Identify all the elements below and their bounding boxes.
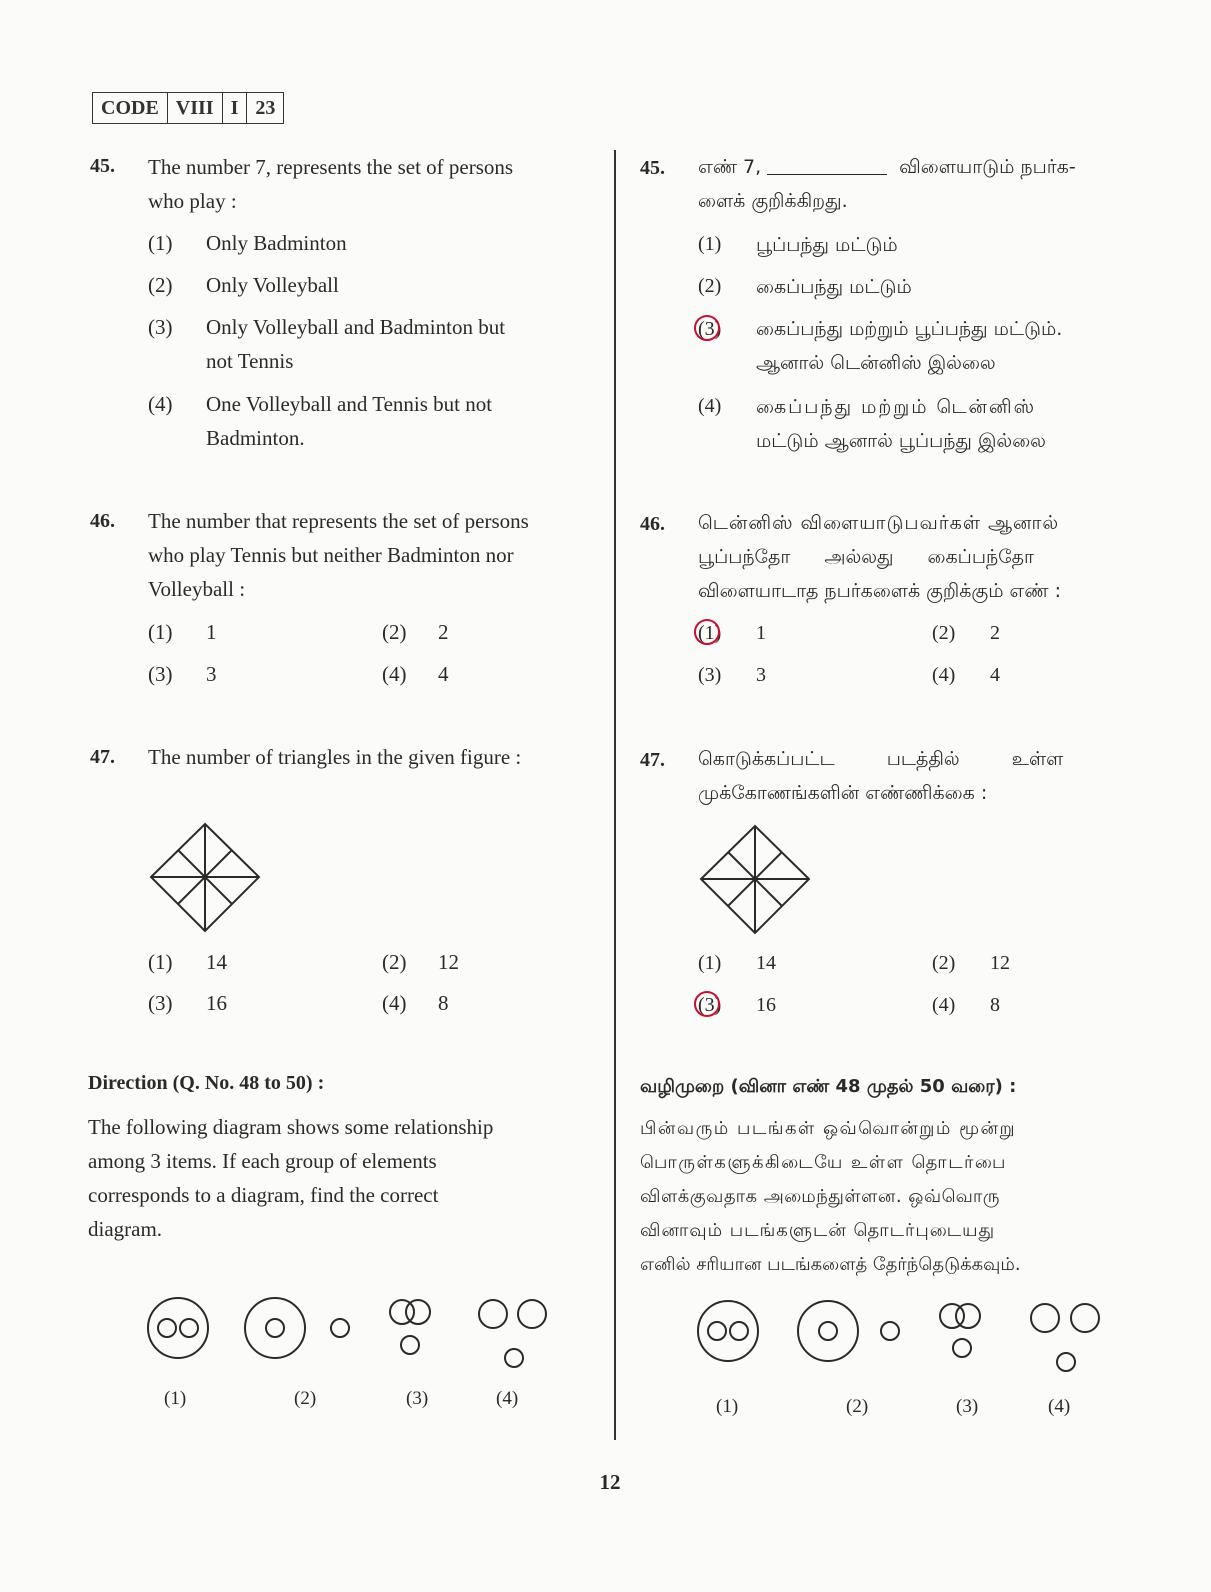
answer-blank — [767, 150, 887, 175]
option-text: 8 — [438, 991, 449, 1015]
option-number: (4) — [932, 994, 956, 1016]
option-text: 3 — [206, 662, 217, 686]
option-number: (4) — [148, 392, 173, 416]
option-line: Badminton. — [206, 426, 305, 450]
option-text: 4 — [438, 662, 449, 686]
question-number: 47. — [90, 746, 115, 768]
stem-line: கொடுக்கப்பட்ட படத்தில் உள்ள — [698, 748, 1064, 770]
diagram-label: (1) — [716, 1396, 739, 1417]
question-stem — [698, 742, 1143, 810]
stem-line: The number 7, represents the set of persons — [148, 155, 514, 179]
stem-line: Volleyball : — [148, 577, 246, 601]
option-line: ஆனால் டென்னிஸ் இல்லை — [756, 352, 996, 374]
diagram-label: (2) — [846, 1396, 869, 1417]
option-line: கைப்பந்து மற்றும் பூப்பந்து மட்டும். — [756, 318, 1063, 340]
option-number: (1) — [698, 952, 722, 974]
question-number: 46. — [90, 510, 115, 532]
option-number: (4) — [382, 991, 407, 1015]
option-text: 12 — [990, 952, 1010, 974]
stem-line: முக்கோணங்களின் எண்ணிக்கை : — [698, 782, 988, 804]
direction-title: வழிமுறை (வினா எண் 48 முதல் 50 வரை) : — [640, 1076, 1017, 1097]
option-text: 4 — [990, 664, 1000, 686]
direction-line: விளக்குவதாக அமைந்துள்ளன. ஒவ்வொரு — [640, 1186, 1000, 1207]
option-number: (4) — [932, 664, 956, 686]
stem-line: ளைக் குறிக்கிறது. — [698, 190, 848, 212]
option-number: (2) — [382, 620, 407, 644]
option-number: (1) — [698, 233, 722, 255]
option-text: 2 — [990, 622, 1000, 644]
option-text — [756, 312, 1146, 380]
option-number: (3) — [148, 662, 173, 686]
direction-text — [88, 1110, 593, 1246]
triangle-figure — [698, 822, 813, 937]
column-divider — [614, 150, 616, 1440]
option-text: Only Volleyball — [206, 273, 339, 297]
option-text: கைப்பந்து மட்டும் — [756, 276, 912, 298]
stem-line: டென்னிஸ் விளையாடுபவர்கள் ஆனால் — [698, 512, 1060, 534]
option-text: 1 — [206, 620, 217, 644]
option-text: 14 — [206, 950, 227, 974]
stem-line: விளையாடாத நபர்களைக் குறிக்கும் எண் : — [698, 580, 1061, 602]
option-number: (3) — [148, 315, 173, 339]
question-number: 45. — [640, 157, 665, 179]
question-number: 45. — [90, 155, 115, 177]
option-number: (1) — [148, 950, 173, 974]
diagram-label: (1) — [164, 1388, 187, 1409]
option-text: 3 — [756, 664, 766, 686]
option-number: (2) — [698, 275, 722, 297]
direction-line: எனில் சரியான படங்களைத் தேர்ந்தெடுக்கவும். — [640, 1254, 1021, 1275]
venn-diagrams — [690, 1296, 1110, 1386]
option-text: 16 — [206, 991, 227, 1015]
direction-line: பின்வரும் படங்கள் ஒவ்வொன்றும் மூன்று — [640, 1118, 1017, 1139]
option-line: Only Volleyball and Badminton but — [206, 315, 506, 339]
venn-diagrams — [140, 1290, 560, 1380]
option-text: 12 — [438, 950, 459, 974]
answer-mark — [694, 991, 720, 1017]
option-number: (1) — [148, 620, 173, 644]
option-text — [206, 387, 596, 455]
code-number: 23 — [255, 97, 276, 119]
stem-line: பூப்பந்தோ அல்லது கைப்பந்தோ — [698, 546, 1034, 568]
option-text — [206, 310, 596, 378]
question-stem: The number of triangles in the given figure : — [148, 745, 522, 769]
stem-text: விளையாடும் நபர்க- — [899, 156, 1076, 178]
direction-line: among 3 items. If each group of elements — [88, 1149, 437, 1173]
question-stem — [698, 150, 1143, 218]
option-text: 1 — [756, 622, 766, 644]
option-text: பூப்பந்து மட்டும் — [756, 234, 898, 256]
option-line: not Tennis — [206, 349, 294, 373]
direction-title: Direction (Q. No. 48 to 50) : — [88, 1072, 325, 1094]
option-number: (3) — [698, 994, 722, 1016]
option-number: (2) — [932, 952, 956, 974]
stem-line: who play : — [148, 189, 237, 213]
option-text — [756, 390, 1146, 458]
diagram-label: (2) — [294, 1388, 317, 1409]
option-number: (1) — [698, 622, 722, 644]
question-stem — [148, 150, 596, 218]
code-class: VIII — [168, 93, 223, 123]
option-line: மட்டும் ஆனால் பூப்பந்து இல்லை — [756, 430, 1046, 452]
stem-line: The number that represents the set of persons — [148, 509, 529, 533]
diagram-label: (4) — [496, 1388, 519, 1409]
direction-line: பொருள்களுக்கிடையே உள்ள தொடர்பை — [640, 1152, 1007, 1173]
option-text: Only Badminton — [206, 231, 347, 255]
stem-text: எண் 7, — [698, 156, 762, 178]
code-label: CODE — [93, 93, 168, 123]
direction-line: The following diagram shows some relationship — [88, 1115, 494, 1139]
option-text: 14 — [756, 952, 776, 974]
question-number: 46. — [640, 513, 665, 535]
option-line: கைப்பந்து மற்றும் டென்னிஸ் — [756, 396, 1037, 418]
option-number: (3) — [148, 991, 173, 1015]
triangle-figure — [148, 820, 263, 935]
direction-text — [640, 1112, 1145, 1282]
stem-line: who play Tennis but neither Badminton nor — [148, 543, 514, 567]
question-stem — [698, 506, 1143, 608]
option-number: (4) — [698, 395, 722, 417]
option-number: (2) — [932, 622, 956, 644]
direction-line: வினாவும் படங்களுடன் தொடர்புடையது — [640, 1220, 996, 1241]
option-number: (3) — [698, 664, 722, 686]
option-line: One Volleyball and Tennis but not — [206, 392, 493, 416]
option-text: 8 — [990, 994, 1000, 1016]
direction-line: corresponds to a diagram, find the correct — [88, 1183, 439, 1207]
page-number: 12 — [599, 1470, 621, 1494]
direction-line: diagram. — [88, 1217, 163, 1241]
answer-mark — [694, 315, 720, 341]
question-stem — [148, 504, 596, 606]
option-number: (2) — [148, 273, 173, 297]
question-number: 47. — [640, 749, 665, 771]
answer-mark — [694, 619, 720, 645]
code-paper: I — [223, 93, 248, 123]
code-box — [92, 92, 284, 124]
option-number: (2) — [382, 950, 407, 974]
option-number: (4) — [382, 662, 407, 686]
option-number: (3) — [698, 318, 722, 340]
option-number: (1) — [148, 231, 173, 255]
diagram-label: (3) — [406, 1388, 429, 1409]
option-text: 2 — [438, 620, 449, 644]
option-text: 16 — [756, 994, 776, 1016]
diagram-label: (3) — [956, 1396, 979, 1417]
diagram-label: (4) — [1048, 1396, 1071, 1417]
